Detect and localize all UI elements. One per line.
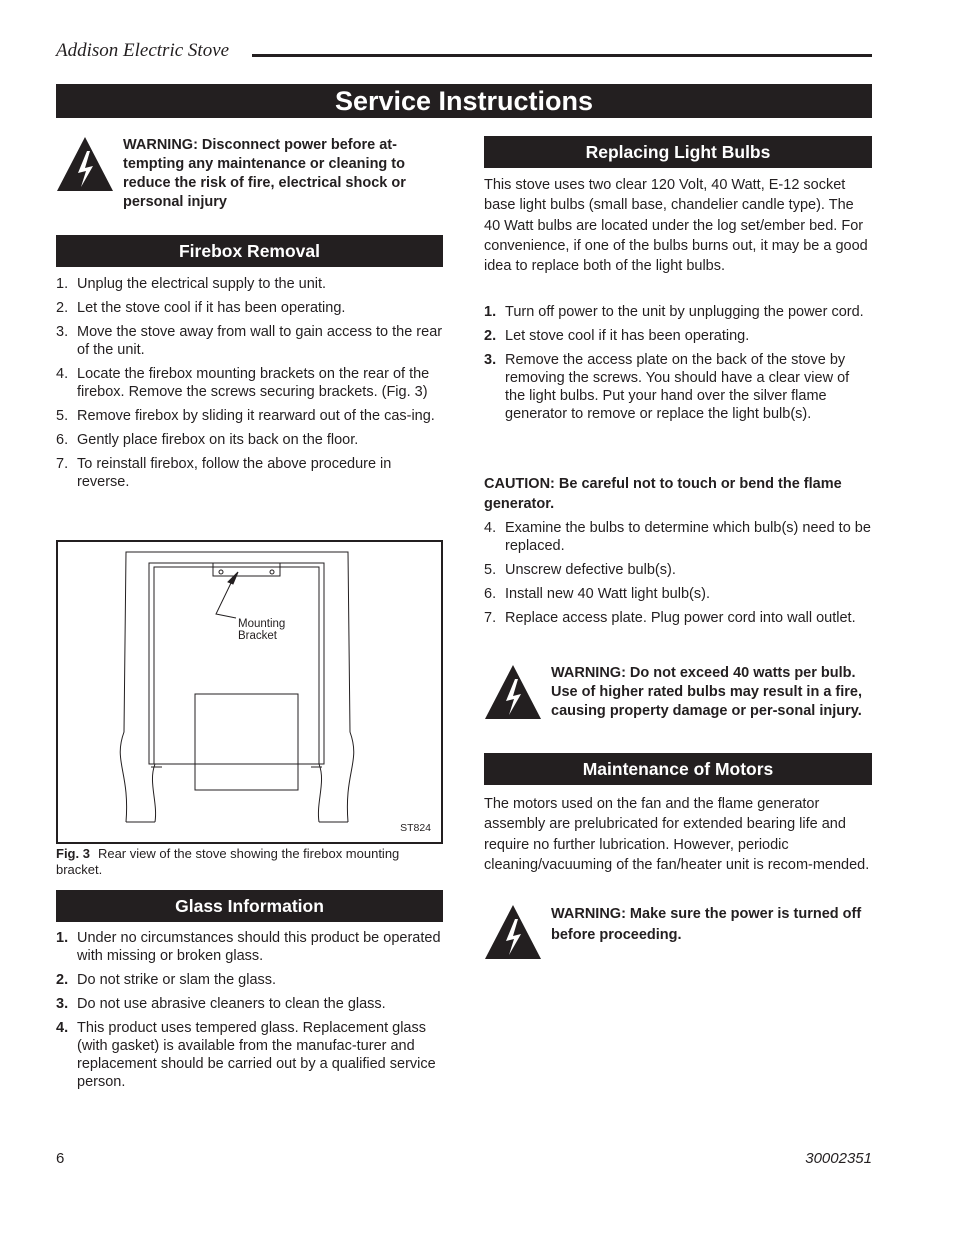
list-item	[484, 327, 872, 345]
motors-text: The motors used on the fan and the flame generator assembly are prelubricated for extended bearing life and require no further lubrication. However, periodic cleaning/vacuuming of the fan/heater unit is recom-mended.	[484, 796, 870, 873]
warning-disconnect-power	[56, 136, 443, 212]
section-heading-glass: Glass Information	[56, 890, 443, 922]
list-item-number: 3.	[484, 352, 497, 368]
list-item-text: To reinstall firebox, follow the above procedure in reverse.	[77, 456, 392, 490]
figure-caption	[56, 846, 443, 878]
list-item	[484, 561, 872, 579]
list-item-number: 4.	[484, 520, 497, 536]
page-number: 6	[56, 1150, 65, 1167]
list-item	[56, 407, 443, 425]
list-item-text: Under no circumstances should this product be operated with missing or broken glass.	[77, 930, 441, 964]
stove-rear-drawing	[58, 542, 441, 842]
list-item-text: Install new 40 Watt light bulb(s).	[505, 586, 710, 602]
list-item	[56, 971, 443, 989]
list-item-text: Let stove cool if it has been operating.	[505, 328, 750, 344]
warning-shock-icon	[56, 136, 114, 192]
list-item-number: 6.	[484, 586, 497, 602]
page-title: Service Instructions	[56, 84, 872, 118]
list-item	[56, 299, 443, 317]
list-item	[56, 275, 443, 293]
list-item-text: This product uses tempered glass. Replacement glass (with gasket) is available from the manufac-turer and replacement should be carried out by a qualified service person.	[77, 1020, 436, 1090]
warning-shock-icon	[484, 664, 542, 720]
caution-flame-generator: CAUTION: Be careful not to touch or bend the flame generator.	[484, 476, 842, 512]
glass-steps-list	[56, 929, 443, 1097]
list-item-number: 1.	[56, 930, 69, 946]
bulbs-intro: This stove uses two clear 120 Volt, 40 Watt, E-12 socket base light bulbs (small base, chandelier candle type). The 40 Watt bulbs are located under the log set/ember bed. For convenience, if one of the bulbs burns out, it may be a good idea to replace both of the light bulbs.	[484, 177, 868, 275]
firebox-steps-list	[56, 275, 443, 497]
list-item-number: 5.	[484, 562, 497, 578]
list-item-text: Remove firebox by sliding it rearward out of the cas-ing.	[77, 408, 435, 424]
list-item	[56, 323, 443, 359]
list-item	[56, 431, 443, 449]
list-item-text: Move the stove away from wall to gain access to the rear of the unit.	[77, 324, 443, 358]
figure-caption-label: Fig. 3	[56, 846, 90, 861]
list-item-number: 7.	[56, 456, 69, 472]
figure-code: ST824	[400, 822, 431, 834]
list-item	[484, 585, 872, 603]
warning-power-off	[484, 904, 872, 960]
warning-text: WARNING: Disconnect power before at-tempting any maintenance or cleaning to reduce the risk of fire, electrical shock or personal injury	[123, 137, 406, 210]
warning-bulb-wattage	[484, 664, 872, 721]
list-item-number: 4.	[56, 1020, 69, 1036]
warning-text: WARNING: Do not exceed 40 watts per bulb. Use of higher rated bulbs may result in a fire, causing property damage or per-sonal injury.	[551, 665, 863, 719]
section-heading-bulbs: Replacing Light Bulbs	[484, 136, 872, 168]
figure-label-mounting-bracket	[238, 618, 285, 642]
list-item	[56, 995, 443, 1013]
list-item-text: Gently place firebox on its back on the floor.	[77, 432, 359, 448]
list-item-number: 3.	[56, 996, 69, 1012]
figure-caption-text: Rear view of the stove showing the firebox mounting bracket.	[56, 846, 400, 877]
list-item	[484, 303, 872, 321]
list-item-text: Replace access plate. Plug power cord into wall outlet.	[505, 610, 856, 626]
list-item-number: 2.	[56, 300, 69, 316]
document-number: 30002351	[805, 1150, 872, 1167]
list-item	[484, 609, 872, 627]
list-item-text: Unplug the electrical supply to the unit.	[77, 276, 327, 292]
list-item	[56, 455, 443, 491]
list-item-number: 1.	[56, 276, 69, 292]
section-heading-firebox: Firebox Removal	[56, 235, 443, 267]
list-item-number: 2.	[56, 972, 69, 988]
list-item-text: Unscrew defective bulb(s).	[505, 562, 676, 578]
list-item-text: Let the stove cool if it has been operating.	[77, 300, 346, 316]
header-rule	[252, 54, 872, 57]
list-item-number: 6.	[56, 432, 69, 448]
list-item-number: 4.	[56, 366, 69, 382]
figure-stove-rear	[56, 540, 443, 844]
list-item-text: Examine the bulbs to determine which bulb(s) need to be replaced.	[505, 520, 871, 554]
bulbs-steps-list-b	[484, 519, 872, 633]
list-item-text: Do not use abrasive cleaners to clean the glass.	[77, 996, 386, 1012]
warning-shock-icon	[484, 904, 542, 960]
list-item-number: 3.	[56, 324, 69, 340]
list-item-number: 1.	[484, 304, 497, 320]
list-item	[56, 929, 443, 965]
list-item-text: Locate the firebox mounting brackets on the rear of the firebox. Remove the screws securing brackets. (Fig. 3)	[77, 366, 430, 400]
list-item	[56, 1019, 443, 1091]
list-item-text: Do not strike or slam the glass.	[77, 972, 277, 988]
bulbs-steps-list-a	[484, 303, 872, 429]
list-item-number: 7.	[484, 610, 497, 626]
list-item	[484, 351, 872, 423]
list-item	[56, 365, 443, 401]
list-item	[484, 519, 872, 555]
label-line-2: Bracket	[238, 630, 277, 642]
section-heading-motors: Maintenance of Motors	[484, 753, 872, 785]
list-item-text: Turn off power to the unit by unplugging the power cord.	[505, 304, 864, 320]
warning-text: WARNING: Make sure the power is turned off before proceeding.	[551, 906, 862, 943]
list-item-number: 5.	[56, 408, 69, 424]
list-item-text: Remove the access plate on the back of the stove by removing the screws. You should have a clear view of the light bulbs. Put your hand over the silver flame generator to remove or replace the light bulb(s).	[505, 352, 850, 422]
list-item-number: 2.	[484, 328, 497, 344]
header-title: Addison Electric Stove	[56, 40, 230, 61]
label-line-1: Mounting	[238, 618, 286, 630]
